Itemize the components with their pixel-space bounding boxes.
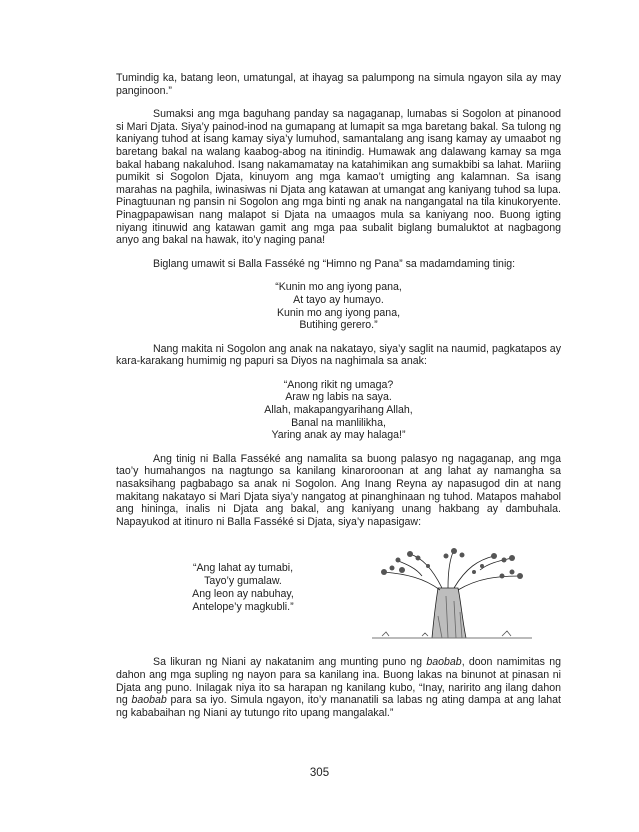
poem-umaga — [116, 379, 561, 442]
page-number: 305 — [309, 767, 330, 779]
paragraph-5: Ang tinig ni Balla Fasséké ang namalita sa buong palasyo ng nagaganap, ang mga tao’y humahangos na nagtungo sa kanilang kinaroroonan at ang lahat ay namangha sa nasaksihang pagbabago sa anak ni Sogolon. Ang Inang Reyna ay napasugod din at nang makitang nakatayo si Mari Djata siya’y nangatog at pinanghinaan ng tuhod. Matapos mahabol ang hininga, inalis ni Djata ang bakal, ang kaniyang unang hakbang ay dambuhala. Napayukod at itinuro ni Balla Fasséké si Djata, siya’y napasigaw: — [116, 452, 561, 528]
paragraph-4: Nang makita ni Sogolon ang anak na nakatayo, siya’y saglit na naumid, pagkatapos ay kara-karakang humimig ng papuri sa Diyos na naghimala sa anak: — [116, 342, 561, 368]
poem-line: Araw ng labis na saya. — [285, 391, 392, 404]
poem-line: Kunin mo ang iyong pana, — [276, 306, 401, 319]
paragraph-6 — [116, 656, 561, 719]
poem-with-illustration — [116, 546, 561, 642]
poem-line: Banal na manlilikha, — [291, 416, 386, 429]
page-body — [116, 72, 561, 719]
poem-line: At tayo ay humayo. — [293, 293, 384, 306]
paragraph-3: Biglang umawit si Balla Fasséké ng “Himno ng Pana” sa madamdaming tinig: — [153, 257, 516, 270]
paragraph-6-part-2: , doon namimitas ng dahon ang mga supling ng nayon para sa kanilang ina. Buong lakas na binunot at pinasan ni Djata ang puno. Inilagak niya ito sa harapan ng kanilang kubo, “Inay, naririto ang ilang dahon ng — [116, 656, 561, 707]
poem-line: Antelope’y magkubli.” — [192, 600, 294, 613]
paragraph-6-part-3: para sa iyo. Simula ngayon, ito’y mananatili sa labas ng ating dampa at ang lahat ng kababaihan ng Niani ay tutungo rito upang mangalakal.” — [116, 694, 561, 719]
poem-line: Yaring anak ay may halaga!” — [271, 429, 406, 442]
poem-line: Tayo’y gumalaw. — [204, 575, 282, 588]
poem-line: “Kunin mo ang iyong pana, — [275, 281, 402, 294]
paragraph-6-part-1: Sa likuran ng Niani ay nakatanim ang munting puno ng — [153, 656, 427, 669]
poem-line: Ang leon ay nabuhay, — [192, 588, 294, 600]
poem-line: “Ang lahat ay tumabi, — [192, 562, 294, 575]
baobab-term: baobab — [131, 694, 167, 707]
paragraph-1: Tumindig ka, batang leon, umatungal, at ihayag sa palumpong na simula ngayon sila ay may panginoon.” — [116, 72, 561, 97]
poem-himno-ng-pana — [116, 281, 561, 331]
poem-line: Butihing gerero.” — [299, 319, 378, 332]
poem-leon — [168, 546, 318, 613]
baobab-term: baobab — [426, 656, 462, 669]
poem-line: Allah, makapangyarihang Allah, — [264, 404, 413, 417]
paragraph-2: Sumaksi ang mga baguhang panday sa nagaganap, lumabas si Sogolon at pinanood si Mari Djata. Siya’y painod-inod na gumapang at lumapit sa mga baretang bakal. Sa tulong ng kaniyang tuhod at isang kamay siya’y lumuhod, samantalang ang isang kamay ay umaabot ng baretang bakal na walang kaabog-abog na itinindig. Humawak ang dalawang kamay sa mga bakal habang nakaluhod. Isang nakamamatay na katahimikan ang sumakbibi sa lahat. Mariing pumikit si Sogolon Djata, kinuyom ang mga kamao’t umigting ang kalamnan. Sa isang marahas na paghila, iwinasiwas ni Djata ang katawan at umangat ang kaniyang tuhod sa lupa. Pinagtuunan ng pansin ni Sogolon ang mga binti ng anak na nangangatal na tila kinukoryente. Pinagpapawisan nang malapot si Djata na umaagos mula sa kaniyang noo. Buong igting niyang itinuwid ang katawan gamit ang mga paa subalit biglang bumaluktot at nagbagong anyo ang bakal na hawak, ito’y naging pana! — [116, 108, 561, 247]
poem-line: “Anong rikit ng umaga? — [283, 378, 394, 391]
baobab-tree-illustration — [362, 546, 538, 642]
